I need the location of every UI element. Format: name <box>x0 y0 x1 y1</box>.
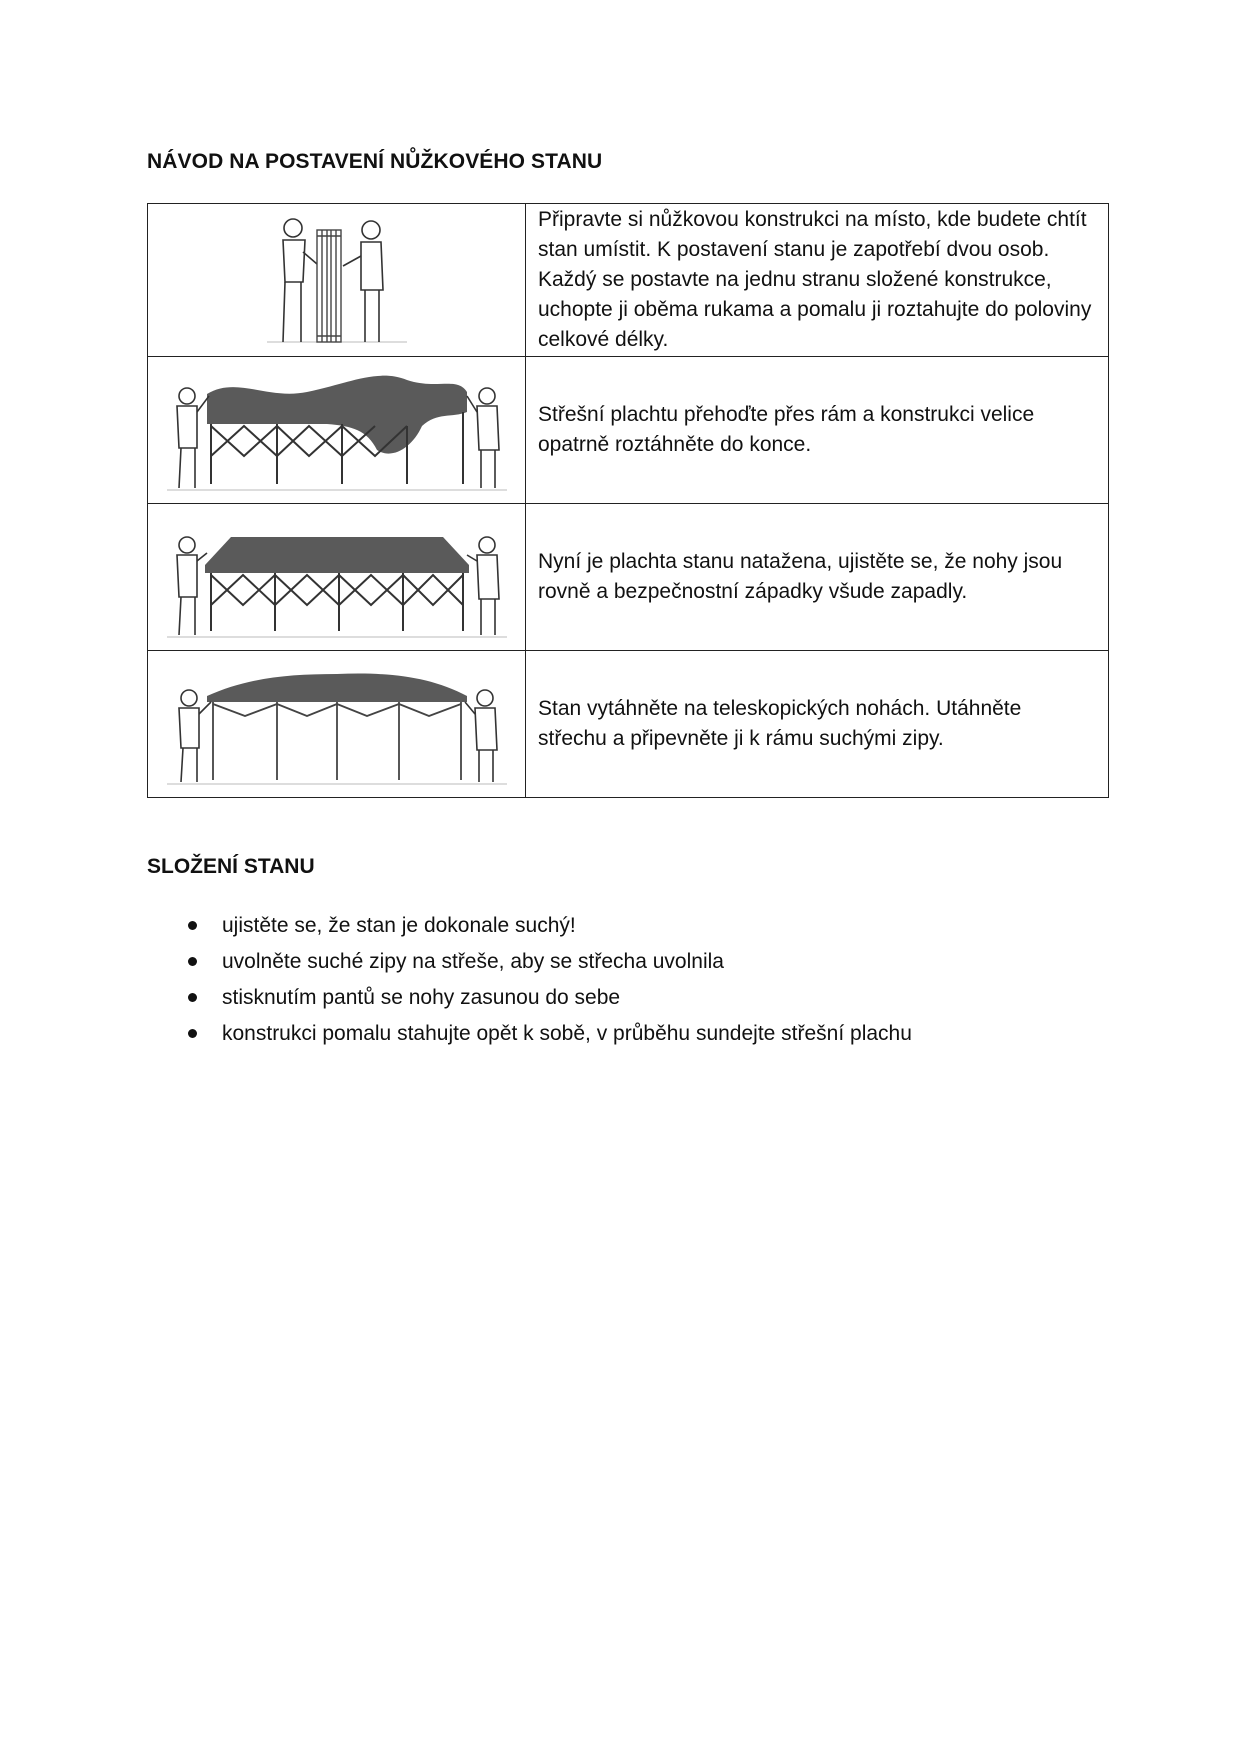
list-item <box>147 908 912 944</box>
step-3-illustration-cell <box>148 504 526 651</box>
canopy-stretched-illustration <box>167 513 507 641</box>
bullet-icon <box>188 1029 197 1038</box>
step-2-text: Střešní plachtu přehoďte přes rám a konstrukci velice opatrně roztáhněte do konce. <box>526 357 1109 504</box>
section-heading-folding: SLOŽENÍ STANU <box>147 855 315 878</box>
list-item-text: stisknutím pantů se nohy zasunou do sebe <box>222 986 621 1009</box>
step-1-text: Připravte si nůžkovou konstrukci na místo, kde budete chtít stan umístit. K postavení stanu je zapotřebí dvou osob. Každý se postavte na jednu stranu složené konstrukce, uchopte ji oběma rukama a pomalu ji roztahujte do poloviny celkové délky. <box>526 204 1109 357</box>
step-row-1 <box>148 204 1109 357</box>
bullet-icon <box>188 921 197 930</box>
list-item <box>147 980 912 1016</box>
folding-instructions-list <box>147 908 912 1052</box>
step-4-text: Stan vytáhněte na teleskopických nohách. Utáhněte střechu a připevněte ji k rámu suchými zipy. <box>526 651 1109 798</box>
step-row-3 <box>148 504 1109 651</box>
list-item <box>147 1016 912 1052</box>
step-2-illustration-cell <box>148 357 526 504</box>
page-title: NÁVOD NA POSTAVENÍ NŮŽKOVÉHO STANU <box>147 150 603 173</box>
list-item-text: uvolněte suché zipy na střeše, aby se střecha uvolnila <box>222 950 724 973</box>
list-item <box>147 944 912 980</box>
step-1-illustration-cell <box>148 204 526 357</box>
instructions-table <box>147 203 1109 798</box>
bullet-icon <box>188 993 197 1002</box>
step-3-text: Nyní je plachta stanu natažena, ujistěte se, že nohy jsou rovně a bezpečnostní západky všude zapadly. <box>526 504 1109 651</box>
step-4-illustration-cell <box>148 651 526 798</box>
list-item-text: konstrukci pomalu stahujte opět k sobě, v průběhu sundejte střešní plachu <box>222 1022 912 1045</box>
step-row-4 <box>148 651 1109 798</box>
tent-raised-illustration <box>167 660 507 788</box>
canopy-over-frame-illustration <box>167 366 507 494</box>
list-item-text: ujistěte se, že stan je dokonale suchý! <box>222 914 576 937</box>
bullet-icon <box>188 957 197 966</box>
step-row-2 <box>148 357 1109 504</box>
folded-frame-illustration <box>267 212 407 348</box>
